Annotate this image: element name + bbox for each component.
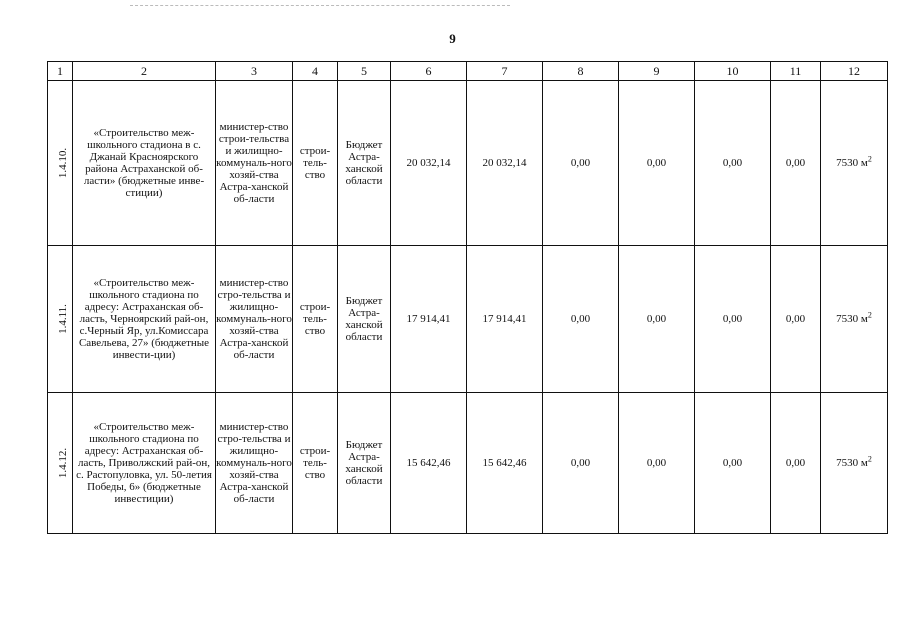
col-header: 1 bbox=[48, 62, 73, 81]
area-cell bbox=[821, 393, 888, 534]
funding-source: Бюджет Астра-ханской области bbox=[338, 393, 391, 534]
row-number: 1.4.10. bbox=[57, 147, 70, 179]
area-value: 7530 м bbox=[836, 157, 868, 169]
value-cell: 20 032,14 bbox=[467, 81, 543, 246]
work-type: строи-тель-ство bbox=[293, 246, 338, 393]
responsible-ministry: министер-ство стро-тельства и жилищно-коммуналь-ного хозяй-ства Астра-ханской об-ласти bbox=[216, 393, 293, 534]
page-number: 9 bbox=[449, 31, 456, 46]
work-type: строи-тель-ство bbox=[293, 81, 338, 246]
work-type: строи-тель-ство bbox=[293, 393, 338, 534]
col-header: 4 bbox=[293, 62, 338, 81]
responsible-ministry: министер-ство строи-тельства и жилищно-коммуналь-ного хозяй-ства Астра-ханской об-ласти bbox=[216, 81, 293, 246]
col-header: 8 bbox=[543, 62, 619, 81]
value-cell: 15 642,46 bbox=[467, 393, 543, 534]
table-row bbox=[48, 81, 888, 246]
budget-table bbox=[47, 61, 888, 534]
col-header: 9 bbox=[619, 62, 695, 81]
area-value: 7530 м bbox=[836, 457, 868, 469]
value-cell: 15 642,46 bbox=[391, 393, 467, 534]
area-unit-exponent: 2 bbox=[867, 454, 872, 464]
scan-artifact-line bbox=[130, 5, 510, 6]
col-header: 12 bbox=[821, 62, 888, 81]
value-cell: 0,00 bbox=[543, 81, 619, 246]
row-number-cell bbox=[48, 393, 73, 534]
value-cell: 0,00 bbox=[619, 81, 695, 246]
project-name: «Строительство меж-школьного стадиона по адресу: Астраханская об-ласть, Приволжский рай-он, с. Растопуловка, ул. 50-летия Победы, 6» (бюджетные инвестиции) bbox=[73, 393, 216, 534]
value-cell: 0,00 bbox=[771, 246, 821, 393]
value-cell: 0,00 bbox=[695, 81, 771, 246]
area-cell bbox=[821, 81, 888, 246]
col-header: 7 bbox=[467, 62, 543, 81]
value-cell: 0,00 bbox=[695, 246, 771, 393]
table-row bbox=[48, 393, 888, 534]
value-cell: 0,00 bbox=[543, 393, 619, 534]
table-row bbox=[48, 246, 888, 393]
funding-source: Бюджет Астра-ханской области bbox=[338, 81, 391, 246]
value-cell: 0,00 bbox=[771, 81, 821, 246]
col-header: 10 bbox=[695, 62, 771, 81]
value-cell: 0,00 bbox=[619, 246, 695, 393]
area-unit-exponent: 2 bbox=[867, 154, 872, 164]
responsible-ministry: министер-ство стро-тельства и жилищно-коммуналь-ного хозяй-ства Астра-ханской об-ласти bbox=[216, 246, 293, 393]
row-number: 1.4.11. bbox=[56, 304, 69, 334]
value-cell: 0,00 bbox=[695, 393, 771, 534]
col-header: 11 bbox=[771, 62, 821, 81]
col-header: 5 bbox=[338, 62, 391, 81]
value-cell: 20 032,14 bbox=[391, 81, 467, 246]
col-header: 2 bbox=[73, 62, 216, 81]
col-header: 3 bbox=[216, 62, 293, 81]
row-number-cell bbox=[48, 81, 73, 246]
value-cell: 17 914,41 bbox=[391, 246, 467, 393]
area-value: 7530 м bbox=[836, 313, 868, 325]
value-cell: 0,00 bbox=[771, 393, 821, 534]
value-cell: 0,00 bbox=[619, 393, 695, 534]
table-header-row bbox=[48, 62, 888, 81]
row-number-cell bbox=[48, 246, 73, 393]
value-cell: 17 914,41 bbox=[467, 246, 543, 393]
value-cell: 0,00 bbox=[543, 246, 619, 393]
area-unit-exponent: 2 bbox=[867, 310, 872, 320]
row-number: 1.4.12. bbox=[57, 447, 70, 479]
funding-source: Бюджет Астра-ханской области bbox=[338, 246, 391, 393]
project-name: «Строительство меж-школьного стадиона в с. Джанай Красноярского района Астраханской об-ласти» (бюджетные инве-стиции) bbox=[73, 81, 216, 246]
project-name: «Строительство меж-школьного стадиона по адресу: Астраханская об-ласть, Черноярский рай-он, с.Черный Яр, ул.Комиссара Савельева, 27» (бюджетные инвести-ции) bbox=[73, 246, 216, 393]
col-header: 6 bbox=[391, 62, 467, 81]
area-cell bbox=[821, 246, 888, 393]
